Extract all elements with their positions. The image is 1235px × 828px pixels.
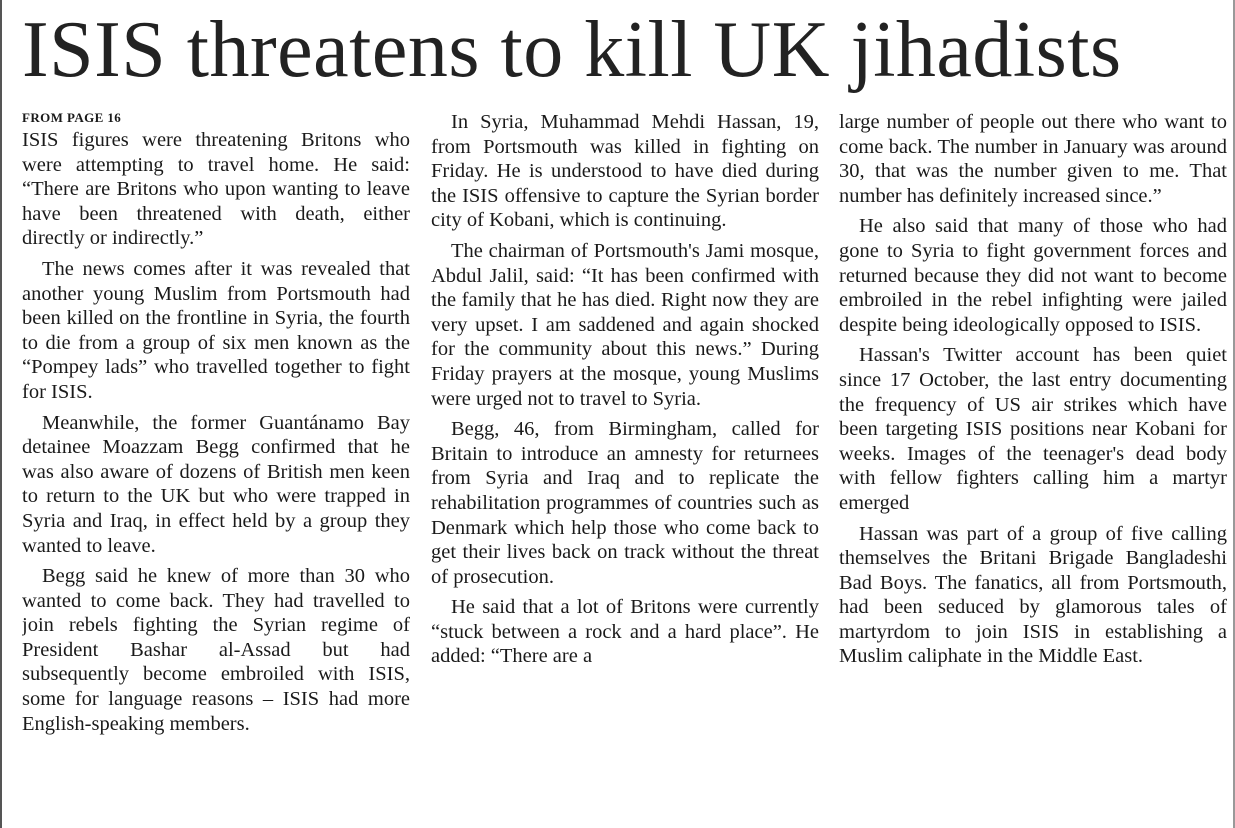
article-paragraph: ISIS figures were threatening Britons who were attempting to travel home. He said: “There are Britons who upon wanting to leave have been threatened with death, either directly or indirectly.” bbox=[22, 129, 410, 250]
continuation-kicker: FROM PAGE 16 bbox=[22, 110, 122, 125]
article-paragraph: In Syria, Muhammad Mehdi Hassan, 19, from Portsmouth was killed in fighting on Friday. He is understood to have died during the ISIS offensive to capture the Syrian border city of Kobani, which is continuing. bbox=[431, 111, 819, 232]
headline: ISIS threatens to kill UK jihadists bbox=[22, 6, 1122, 94]
article-paragraph: The news comes after it was revealed that another young Muslim from Portsmouth had been killed on the frontline in Syria, the fourth to die from a group of six men known as the “Pompey lads” who travelled together to fight for ISIS. bbox=[22, 257, 410, 403]
article-paragraph: The chairman of Portsmouth's Jami mosque, Abdul Jalil, said: “It has been confirmed with the family that he has died. Right now they are very upset. I am saddened and again shocked for the community about this news.” During Friday prayers at the mosque, young Muslims were urged not to travel to Syria. bbox=[431, 239, 819, 410]
article-paragraph: He also said that many of those who had gone to Syria to fight government forces and returned because they did not want to become embroiled in the rebel infighting were jailed despite being ideologically opposed to ISIS. bbox=[839, 215, 1227, 336]
article-paragraph: Meanwhile, the former Guantánamo Bay detainee Moazzam Begg confirmed that he was also aware of dozens of British men keen to return to the UK but who were trapped in Syria and Iraq, in effect held by a group they wanted to leave. bbox=[22, 411, 410, 557]
article-column-1 bbox=[22, 110, 410, 828]
article-paragraph: He said that a lot of Britons were currently “stuck between a rock and a hard place”. He added: “There are a bbox=[431, 596, 819, 668]
article-column-2 bbox=[431, 110, 819, 828]
article-paragraph: Begg, 46, from Birmingham, called for Britain to introduce an amnesty for returnees from Syria and Iraq and to replicate the rehabilitation programmes of countries such as Denmark which help those who come back to get their lives back on track without the threat of prosecution. bbox=[431, 418, 819, 588]
article-paragraph: Begg said he knew of more than 30 who wanted to come back. They had travelled to join rebels fighting the Syrian regime of President Bashar al-Assad but had subsequently become embroiled with ISIS, some for language reasons – ISIS had more English-speaking members. bbox=[22, 565, 410, 735]
article-paragraph: Hassan's Twitter account has been quiet since 17 October, the last entry documenting the frequency of US air strikes which have been targeting ISIS positions near Kobani for weeks. Images of the teenager's dead body with fellow fighters calling him a martyr emerged bbox=[839, 344, 1227, 514]
article-paragraph: Hassan was part of a group of five calling themselves the Britani Brigade Bangladeshi Bad Boys. The fanatics, all from Portsmouth, had been seduced by glamorous tales of martyrdom to join ISIS in establishing a Muslim caliphate in the Middle East. bbox=[839, 522, 1227, 668]
article-paragraph: large number of people out there who want to come back. The number in January was around 30, that was the number given to me. That number has definitely increased since.” bbox=[839, 111, 1227, 207]
article-column-3 bbox=[839, 110, 1227, 828]
